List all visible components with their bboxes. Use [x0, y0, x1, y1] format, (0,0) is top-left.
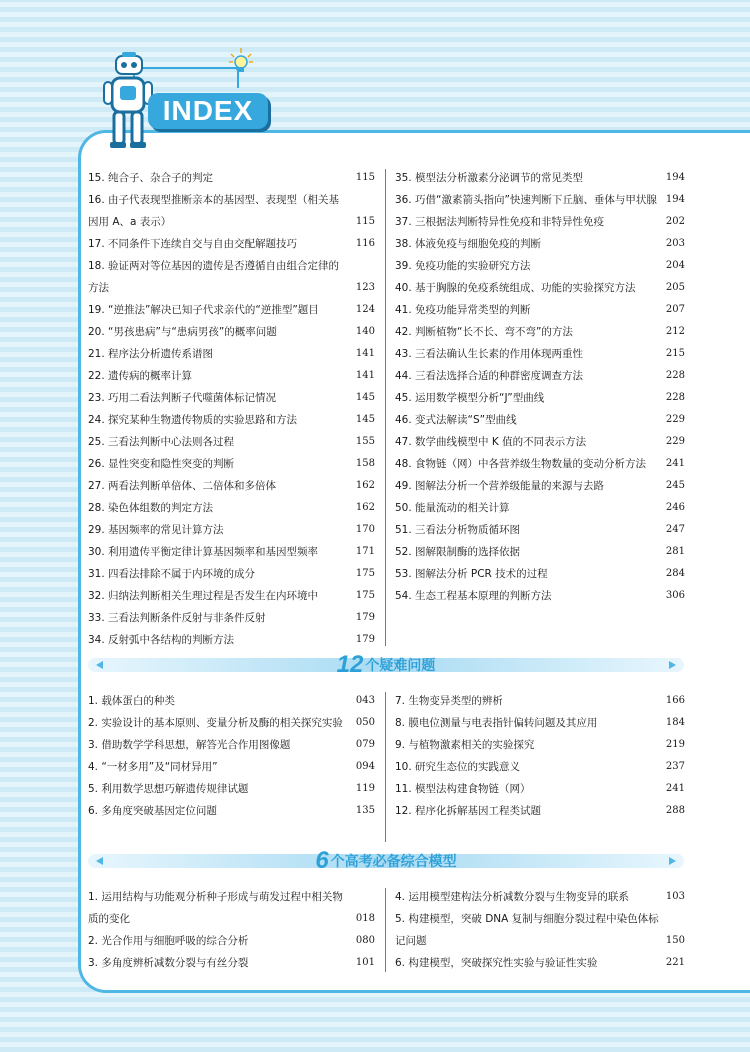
entry-title: 24. 探究某种生物遗传物质的实验思路和方法 — [88, 414, 298, 426]
banner-label — [88, 652, 684, 678]
index-entry — [88, 800, 375, 822]
entry-page-number: 237 — [665, 761, 685, 772]
entry-page-number: 221 — [665, 957, 685, 968]
index-entry — [88, 690, 375, 712]
entry-title: 10. 研究生态位的实践意义 — [395, 761, 521, 773]
entry-title: 18. 验证两对等位基因的遗传是否遵循自由组合定律的方法 — [88, 260, 340, 294]
entry-page-number: 241 — [665, 458, 685, 469]
index-entry — [395, 497, 685, 519]
index-entry — [395, 585, 685, 607]
index-entry — [88, 629, 375, 651]
index-entry — [395, 189, 685, 211]
entry-title: 51. 三看法分析物质循环图 — [395, 524, 521, 536]
column-divider — [385, 169, 386, 646]
entry-title: 29. 基因频率的常见计算方法 — [88, 524, 224, 536]
entry-title: 5. 构建模型，突破 DNA 复制与细胞分裂过程中染色体标记问题 — [395, 913, 659, 947]
index-entry — [88, 299, 375, 321]
entry-page-number: 101 — [355, 957, 375, 968]
entry-page-number: 203 — [665, 238, 685, 249]
index-entry — [395, 800, 685, 822]
entry-page-number: 141 — [355, 348, 375, 359]
index-entry — [88, 952, 375, 974]
index-entry — [395, 734, 685, 756]
entry-page-number: 205 — [665, 282, 685, 293]
entry-title: 1. 运用结构与功能观分析种子形成与萌发过程中相关物质的变化 — [88, 891, 343, 925]
entry-page-number: 241 — [665, 783, 685, 794]
entry-page-number: 184 — [665, 717, 685, 728]
entry-title: 1. 载体蛋白的种类 — [88, 695, 175, 707]
entry-page-number: 207 — [665, 304, 685, 315]
entry-title: 37. 三根据法判断特异性免疫和非特异性免疫 — [395, 216, 605, 228]
problems-left-column — [88, 690, 375, 822]
entry-title: 32. 归纳法判断相关生理过程是否发生在内环境中 — [88, 590, 319, 602]
entry-page-number: 175 — [355, 568, 375, 579]
entry-page-number: 119 — [355, 783, 375, 794]
entry-title: 12. 程序化拆解基因工程类试题 — [395, 805, 542, 817]
index-entry — [395, 321, 685, 343]
index-entry — [88, 453, 375, 475]
entry-page-number: 080 — [355, 935, 375, 946]
entry-page-number: 150 — [665, 935, 685, 946]
entry-title: 54. 生态工程基本原理的判断方法 — [395, 590, 552, 602]
entry-title: 23. 巧用二看法判断子代噬菌体标记情况 — [88, 392, 277, 404]
entry-page-number: 281 — [665, 546, 685, 557]
index-entry — [88, 475, 375, 497]
entry-page-number: 171 — [355, 546, 375, 557]
entry-page-number: 018 — [355, 913, 375, 924]
entry-title: 41. 免疫功能异常类型的判断 — [395, 304, 531, 316]
entry-page-number: 306 — [665, 590, 685, 601]
entry-title: 26. 显性突变和隐性突变的判断 — [88, 458, 235, 470]
index-entry — [395, 167, 685, 189]
entry-title: 28. 染色体组数的判定方法 — [88, 502, 214, 514]
index-entry — [88, 497, 375, 519]
index-title-badge — [148, 93, 268, 129]
entry-page-number: 103 — [665, 891, 685, 902]
index-title: INDEX — [162, 95, 254, 126]
entry-title: 35. 模型法分析激素分泌调节的常见类型 — [395, 172, 584, 184]
entry-page-number: 219 — [665, 739, 685, 750]
entry-page-number: 140 — [355, 326, 375, 337]
entry-page-number: 170 — [355, 524, 375, 535]
index-entry — [395, 233, 685, 255]
problems-right-column — [395, 690, 685, 822]
entry-page-number: 079 — [355, 739, 375, 750]
entry-title: 2. 光合作用与细胞呼吸的综合分析 — [88, 935, 249, 947]
index-entry — [88, 778, 375, 800]
entry-title: 46. 变式法解读“S”型曲线 — [395, 414, 517, 426]
models-left-column — [88, 886, 375, 974]
entry-page-number: 228 — [665, 392, 685, 403]
entry-page-number: 228 — [665, 370, 685, 381]
entry-title: 22. 遗传病的概率计算 — [88, 370, 193, 382]
entry-title: 20. “男孩患病”与“患病男孩”的概率问题 — [88, 326, 277, 338]
models-right-column — [395, 886, 685, 974]
index-entry — [395, 952, 685, 974]
entry-page-number: 247 — [665, 524, 685, 535]
entry-title: 15. 纯合子、杂合子的判定 — [88, 172, 214, 184]
entry-page-number: 115 — [355, 172, 375, 183]
entry-title: 30. 利用遗传平衡定律计算基因频率和基因型频率 — [88, 546, 319, 558]
banner-label — [88, 848, 684, 874]
index-entry — [88, 233, 375, 255]
entry-title: 11. 模型法构建食物链（网） — [395, 783, 531, 795]
banner-number: 12 — [336, 651, 364, 678]
entry-title: 52. 图解限制酶的选择依据 — [395, 546, 521, 558]
entry-title: 27. 两看法判断单倍体、二倍体和多倍体 — [88, 480, 277, 492]
entry-page-number: 141 — [355, 370, 375, 381]
entry-title: 34. 反射弧中各结构的判断方法 — [88, 634, 235, 646]
entry-title: 2. 实验设计的基本原则、变量分析及酶的相关探究实验 — [88, 717, 343, 729]
entry-page-number: 124 — [355, 304, 375, 315]
entry-page-number: 179 — [355, 612, 375, 623]
entry-title: 48. 食物链（网）中各营养级生物数量的变动分析方法 — [395, 458, 647, 470]
entry-page-number: 050 — [355, 717, 375, 728]
entry-title: 33. 三看法判断条件反射与非条件反射 — [88, 612, 266, 624]
entry-page-number: 094 — [355, 761, 375, 772]
index-entry — [88, 431, 375, 453]
entry-page-number: 145 — [355, 392, 375, 403]
index-entry — [88, 519, 375, 541]
entry-page-number: 179 — [355, 634, 375, 645]
entry-title: 3. 借助数学学科思想，解答光合作用图像题 — [88, 739, 291, 751]
index-entry — [395, 756, 685, 778]
index-entry — [395, 690, 685, 712]
entry-title: 42. 判断植物“长不长、弯不弯”的方法 — [395, 326, 573, 338]
entry-title: 16. 由子代表现型推断亲本的基因型、表现型（相关基因用 A、a 表示） — [88, 194, 340, 228]
index-entry — [395, 409, 685, 431]
entry-title: 3. 多角度辨析减数分裂与有丝分裂 — [88, 957, 249, 969]
entry-title: 9. 与植物激素相关的实验探究 — [395, 739, 535, 751]
index-entry — [395, 299, 685, 321]
index-entry — [395, 712, 685, 734]
index-entry — [88, 607, 375, 629]
index-entry — [88, 343, 375, 365]
entry-title: 19. “逆推法”解决已知子代求亲代的“逆推型”题目 — [88, 304, 319, 316]
entry-page-number: 145 — [355, 414, 375, 425]
index-entry — [88, 541, 375, 563]
entry-title: 8. 膜电位测量与电表指针偏转问题及其应用 — [395, 717, 598, 729]
entry-title: 31. 四看法排除不属于内环境的成分 — [88, 568, 256, 580]
entry-page-number: 123 — [355, 282, 375, 293]
index-entry — [395, 519, 685, 541]
index-entry — [395, 211, 685, 233]
entry-title: 4. 运用模型建构法分析减数分裂与生物变异的联系 — [395, 891, 629, 903]
entry-page-number: 115 — [355, 216, 375, 227]
methods-left-column — [88, 167, 375, 651]
index-entry — [395, 475, 685, 497]
entry-title: 36. 巧借“激素箭头指向”快速判断下丘脑、垂体与甲状腺 — [395, 194, 657, 206]
index-entry — [88, 712, 375, 734]
entry-page-number: 215 — [665, 348, 685, 359]
section-banner-models — [88, 848, 684, 874]
entry-page-number: 212 — [665, 326, 685, 337]
banner-number: 6 — [315, 847, 329, 874]
entry-title: 4. “一材多用”及“同材异用” — [88, 761, 218, 773]
entry-page-number: 166 — [665, 695, 685, 706]
index-entry — [395, 387, 685, 409]
entry-title: 17. 不同条件下连续自交与自由交配解题技巧 — [88, 238, 298, 250]
entry-page-number: 162 — [355, 480, 375, 491]
entry-title: 44. 三看法选择合适的种群密度调查方法 — [395, 370, 584, 382]
index-entry — [88, 756, 375, 778]
entry-title: 25. 三看法判断中心法则各过程 — [88, 436, 235, 448]
entry-page-number: 155 — [355, 436, 375, 447]
index-entry — [395, 778, 685, 800]
index-entry — [395, 886, 685, 908]
entry-title: 45. 运用数学模型分析“J”型曲线 — [395, 392, 545, 404]
entry-title: 6. 多角度突破基因定位问题 — [88, 805, 217, 817]
column-divider — [385, 692, 386, 842]
methods-right-column — [395, 167, 685, 607]
entry-page-number: 043 — [355, 695, 375, 706]
entry-page-number: 116 — [355, 238, 375, 249]
entry-title: 6. 构建模型，突破探究性实验与验证性实验 — [395, 957, 598, 969]
index-entry — [395, 431, 685, 453]
lightbulb-icon — [228, 46, 254, 80]
entry-page-number: 175 — [355, 590, 375, 601]
entry-page-number: 202 — [665, 216, 685, 227]
entry-page-number: 229 — [665, 414, 685, 425]
entry-page-number: 288 — [665, 805, 685, 816]
column-divider — [385, 888, 386, 972]
index-entry — [395, 255, 685, 277]
index-entry — [88, 387, 375, 409]
index-entry — [88, 563, 375, 585]
entry-page-number: 204 — [665, 260, 685, 271]
index-entry — [88, 167, 375, 189]
index-entry — [88, 189, 375, 233]
entry-page-number: 135 — [355, 805, 375, 816]
index-entry — [88, 585, 375, 607]
index-entry — [88, 255, 375, 299]
index-entry — [395, 343, 685, 365]
entry-title: 50. 能量流动的相关计算 — [395, 502, 510, 514]
index-entry — [395, 453, 685, 475]
entry-title: 21. 程序法分析遗传系谱图 — [88, 348, 214, 360]
index-entry — [395, 277, 685, 299]
index-entry — [395, 541, 685, 563]
entry-title: 7. 生物变异类型的辨析 — [395, 695, 503, 707]
index-entry — [88, 886, 375, 930]
index-entry — [88, 734, 375, 756]
entry-title: 43. 三看法确认生长素的作用体现两重性 — [395, 348, 584, 360]
entry-page-number: 194 — [665, 172, 685, 183]
entry-page-number: 284 — [665, 568, 685, 579]
banner-text: 个疑难问题 — [365, 658, 436, 674]
entry-title: 38. 体液免疫与细胞免疫的判断 — [395, 238, 542, 250]
index-entry — [88, 409, 375, 431]
entry-page-number: 245 — [665, 480, 685, 491]
entry-page-number: 194 — [665, 194, 685, 205]
entry-title: 49. 图解法分析一个营养级能量的来源与去路 — [395, 480, 605, 492]
section-banner-problems — [88, 652, 684, 678]
index-entry — [395, 365, 685, 387]
entry-page-number: 229 — [665, 436, 685, 447]
entry-page-number: 246 — [665, 502, 685, 513]
entry-title: 5. 利用数学思想巧解遗传规律试题 — [88, 783, 249, 795]
entry-title: 39. 免疫功能的实验研究方法 — [395, 260, 531, 272]
index-entry — [88, 365, 375, 387]
entry-page-number: 158 — [355, 458, 375, 469]
entry-title: 40. 基于胸腺的免疫系统组成、功能的实验探究方法 — [395, 282, 636, 294]
banner-text: 个高考必备综合模型 — [330, 854, 457, 870]
index-entry — [395, 563, 685, 585]
entry-title: 47. 数学曲线模型中 K 值的不同表示方法 — [395, 436, 587, 448]
index-entry — [88, 321, 375, 343]
index-entry — [88, 930, 375, 952]
entry-page-number: 162 — [355, 502, 375, 513]
entry-title: 53. 图解法分析 PCR 技术的过程 — [395, 568, 548, 580]
index-entry — [395, 908, 685, 952]
